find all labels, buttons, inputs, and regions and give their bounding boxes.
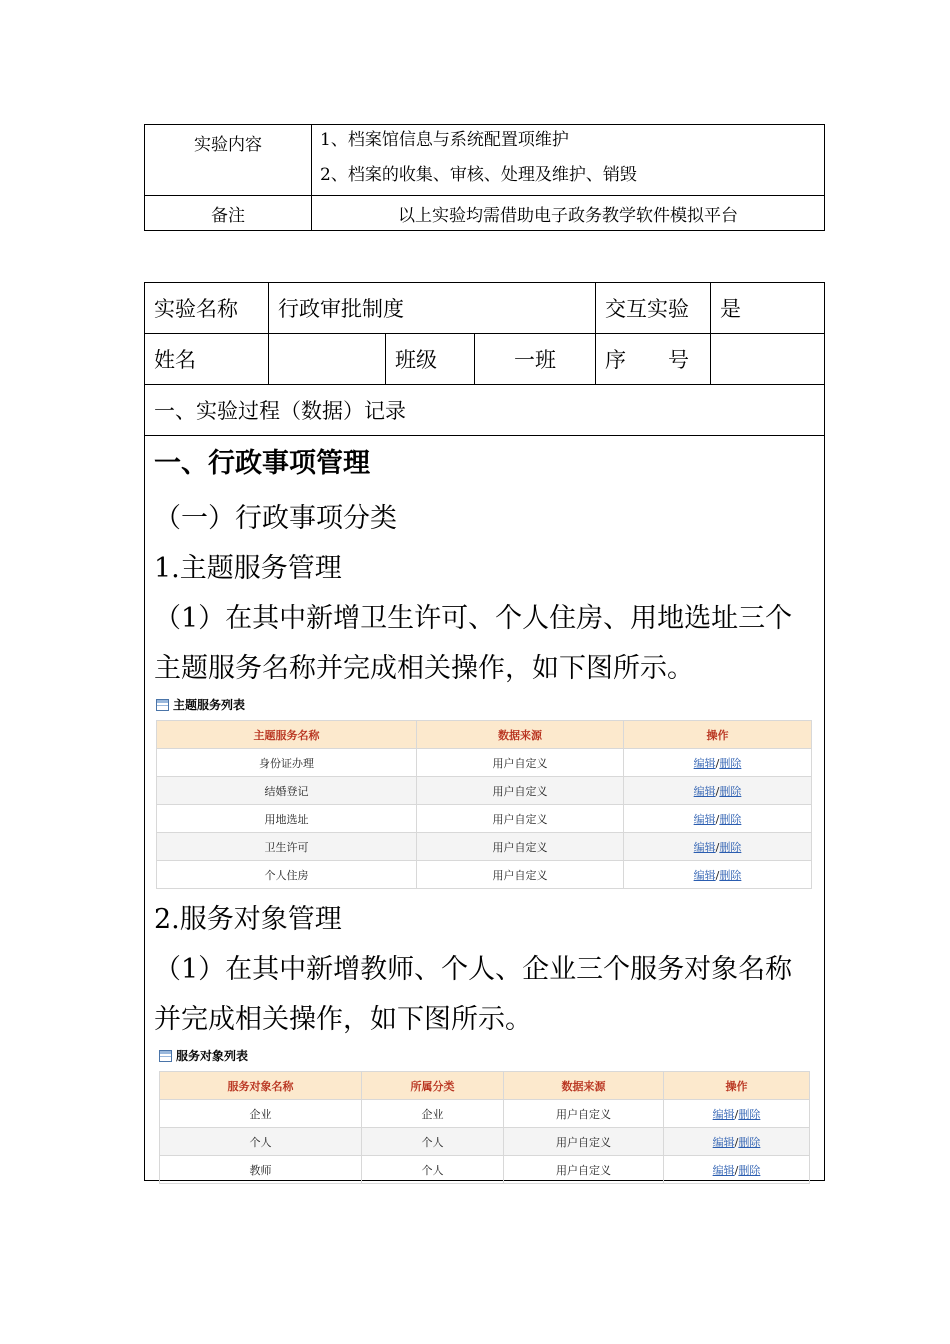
name-label: 实验名称 [145,283,269,334]
record-content [145,436,824,1184]
section-2-title: 2.服务对象管理 [154,904,342,935]
row-actions [624,749,812,777]
student-value [269,334,386,385]
object-name: 教师 [160,1156,362,1184]
theme-service-table [156,720,812,889]
edit-link[interactable]: 编辑 [712,1107,735,1121]
service-object-table [159,1071,810,1184]
experiment-header [145,283,824,385]
data-source: 用户自定义 [504,1128,664,1156]
delete-link[interactable]: 删除 [719,840,742,854]
edit-link[interactable]: 编辑 [693,840,716,854]
action-separator: / [715,812,720,826]
object-table-title-text: 服务对象列表 [176,1049,249,1063]
row-actions [624,777,812,805]
table-row [157,749,812,777]
subsection-title: （一）行政事项分类 [154,503,397,534]
table-row [157,861,812,889]
delete-link[interactable]: 删除 [719,868,742,882]
seq-value [711,334,825,385]
content-item-2: 2、档案的收集、审核、处理及维护、销毁 [320,165,637,185]
action-separator: / [715,756,720,770]
row-actions [624,833,812,861]
student-label: 姓名 [145,334,269,385]
object-category: 个人 [362,1156,504,1184]
theme-name: 卫生许可 [157,833,417,861]
table-row [157,833,812,861]
row-actions [624,861,812,889]
edit-link[interactable]: 编辑 [712,1135,735,1149]
edit-link[interactable]: 编辑 [693,812,716,826]
theme-name: 用地选址 [157,805,417,833]
table-icon [156,699,169,711]
theme-service-panel [156,696,816,889]
seq-label: 序 号 [596,334,711,385]
delete-link[interactable]: 删除 [719,812,742,826]
col-category: 所属分类 [362,1072,504,1100]
paragraph-2: （1）在其中新增教师、个人、企业三个服务对象名称并完成相关操作，如下图所示。 [154,954,793,1035]
edit-link[interactable]: 编辑 [712,1163,735,1177]
remark-label: 备注 [145,196,312,231]
action-separator: / [734,1107,739,1121]
row-actions [624,805,812,833]
col-source: 数据来源 [504,1072,664,1100]
service-object-panel [159,1047,816,1184]
table-row [160,1128,810,1156]
content-items [312,125,825,196]
action-separator: / [734,1135,739,1149]
row-actions [664,1100,810,1128]
table-row [160,1156,810,1184]
theme-name: 个人住房 [157,861,417,889]
content-item-1: 1、档案馆信息与系统配置项维护 [320,130,569,150]
table-icon [159,1050,172,1062]
edit-link[interactable]: 编辑 [693,784,716,798]
interactive-label: 交互实验 [596,283,711,334]
section-1-title: 1.主题服务管理 [154,553,342,584]
data-source: 用户自定义 [417,805,624,833]
action-separator: / [715,784,720,798]
theme-table-title-text: 主题服务列表 [173,698,246,712]
object-category: 企业 [362,1100,504,1128]
action-separator: / [734,1163,739,1177]
delete-link[interactable]: 删除 [738,1163,761,1177]
col-action: 操作 [664,1072,810,1100]
delete-link[interactable]: 删除 [738,1135,761,1149]
section-heading: 一、行政事项管理 [154,448,370,479]
delete-link[interactable]: 删除 [719,784,742,798]
delete-link[interactable]: 删除 [719,756,742,770]
object-table-title [159,1047,816,1065]
name-value: 行政审批制度 [269,283,596,334]
data-source: 用户自定义 [504,1100,664,1128]
object-category: 个人 [362,1128,504,1156]
edit-link[interactable]: 编辑 [693,756,716,770]
col-action: 操作 [624,721,812,749]
class-label: 班级 [386,334,475,385]
record-label: 一、实验过程（数据）记录 [145,385,824,436]
class-value: 一班 [475,334,596,385]
table-row [157,805,812,833]
data-source: 用户自定义 [417,833,624,861]
table-row [157,777,812,805]
edit-link[interactable]: 编辑 [693,868,716,882]
data-source: 用户自定义 [417,777,624,805]
action-separator: / [715,840,720,854]
object-name: 个人 [160,1128,362,1156]
delete-link[interactable]: 删除 [738,1107,761,1121]
action-separator: / [715,868,720,882]
row-actions [664,1156,810,1184]
data-source: 用户自定义 [504,1156,664,1184]
content-label: 实验内容 [145,125,312,196]
experiment-record [144,282,825,1181]
row-actions [664,1128,810,1156]
theme-name: 结婚登记 [157,777,417,805]
col-object-name: 服务对象名称 [160,1072,362,1100]
remark-value: 以上实验均需借助电子政务教学软件模拟平台 [312,196,825,231]
info-table [144,124,825,231]
col-theme-name: 主题服务名称 [157,721,417,749]
paragraph-1: （1）在其中新增卫生许可、个人住房、用地选址三个主题服务名称并完成相关操作，如下图所示。 [154,603,793,684]
theme-table-title [156,696,816,714]
table-row [160,1100,810,1128]
object-name: 企业 [160,1100,362,1128]
theme-name: 身份证办理 [157,749,417,777]
data-source: 用户自定义 [417,861,624,889]
data-source: 用户自定义 [417,749,624,777]
col-source: 数据来源 [417,721,624,749]
interactive-value: 是 [711,283,825,334]
